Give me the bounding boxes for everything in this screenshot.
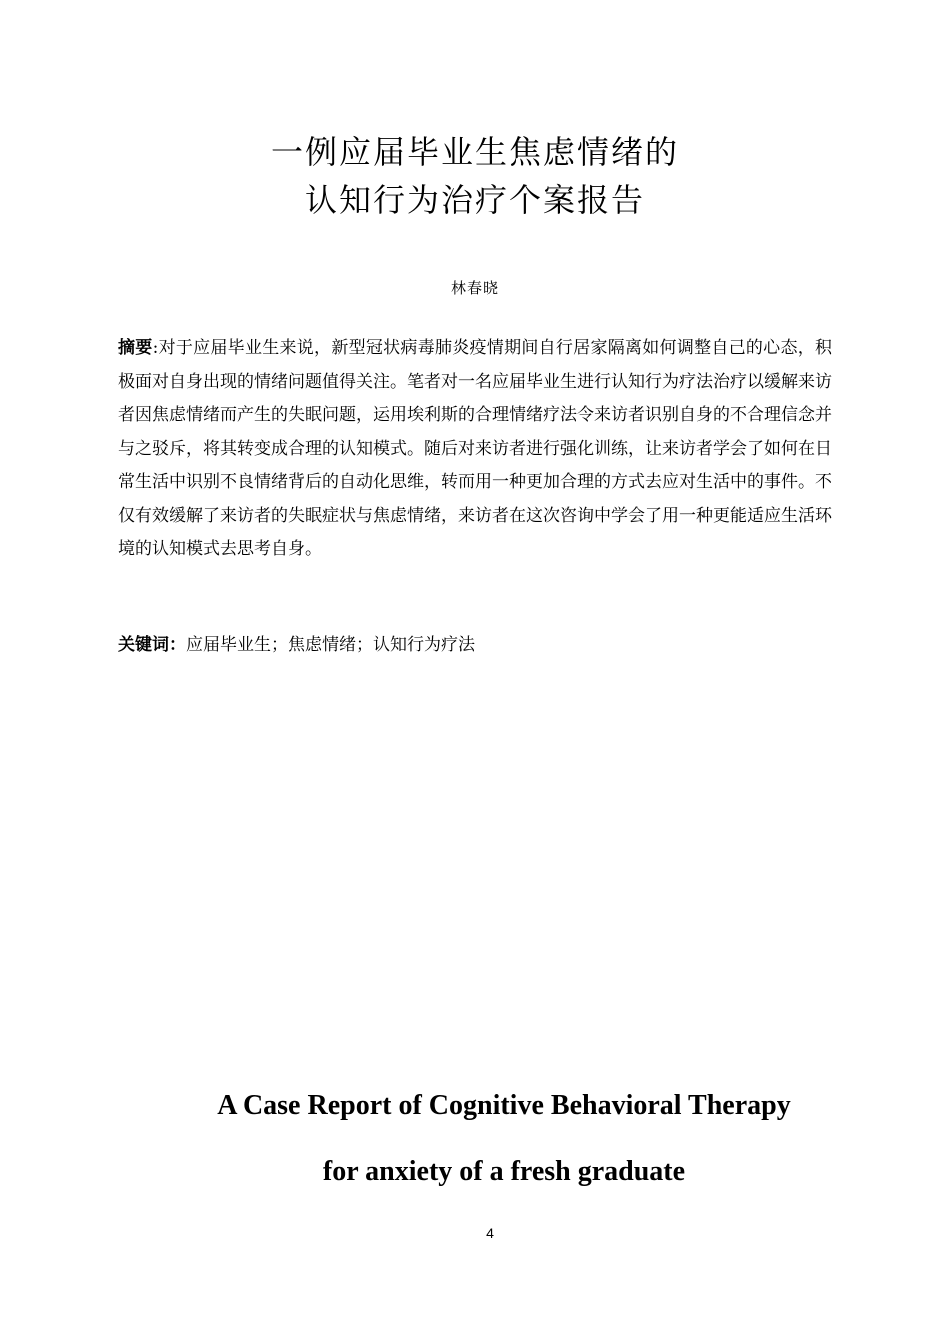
abstract-label: 摘要	[118, 338, 153, 358]
page-number: 4	[486, 1225, 494, 1241]
abstract-separator: :	[152, 338, 159, 358]
abstract	[118, 332, 832, 567]
keywords-label: 关键词	[118, 635, 169, 655]
english-title-line-1: A Case Report of Cognitive Behavioral Therapy	[217, 1090, 791, 1121]
chinese-title-line-1: 一例应届毕业生焦虑情绪的	[270, 133, 679, 171]
english-title-line-2: for anxiety of a fresh graduate	[322, 1156, 686, 1187]
keywords	[118, 629, 832, 662]
keywords-separator: ：	[169, 635, 186, 655]
author-name: 林春晓	[450, 279, 499, 297]
keywords-text: 应届毕业生；焦虑情绪；认知行为疗法	[186, 635, 475, 655]
abstract-text: 对于应届毕业生来说，新型冠状病毒肺炎疫情期间自行居家隔离如何调整自己的心态，积极面对自身出现的情绪问题值得关注。笔者对一名应届毕业生进行认知行为疗法治疗以缓解来访者因焦虑情绪而产生的失眠问题，运用埃利斯的合理情绪疗法令来访者识别自身的不合理信念并与之驳斥，将其转变成合理的认知模式。随后对来访者进行强化训练，让来访者学会了如何在日常生活中识别不良情绪背后的自动化思维，转而用一种更加合理的方式去应对生活中的事件。不仅有效缓解了来访者的失眠症状与焦虑情绪，来访者在这次咨询中学会了用一种更能适应生活环境的认知模式去思考自身。	[118, 338, 833, 559]
chinese-title-line-2: 认知行为治疗个案报告	[304, 181, 645, 219]
